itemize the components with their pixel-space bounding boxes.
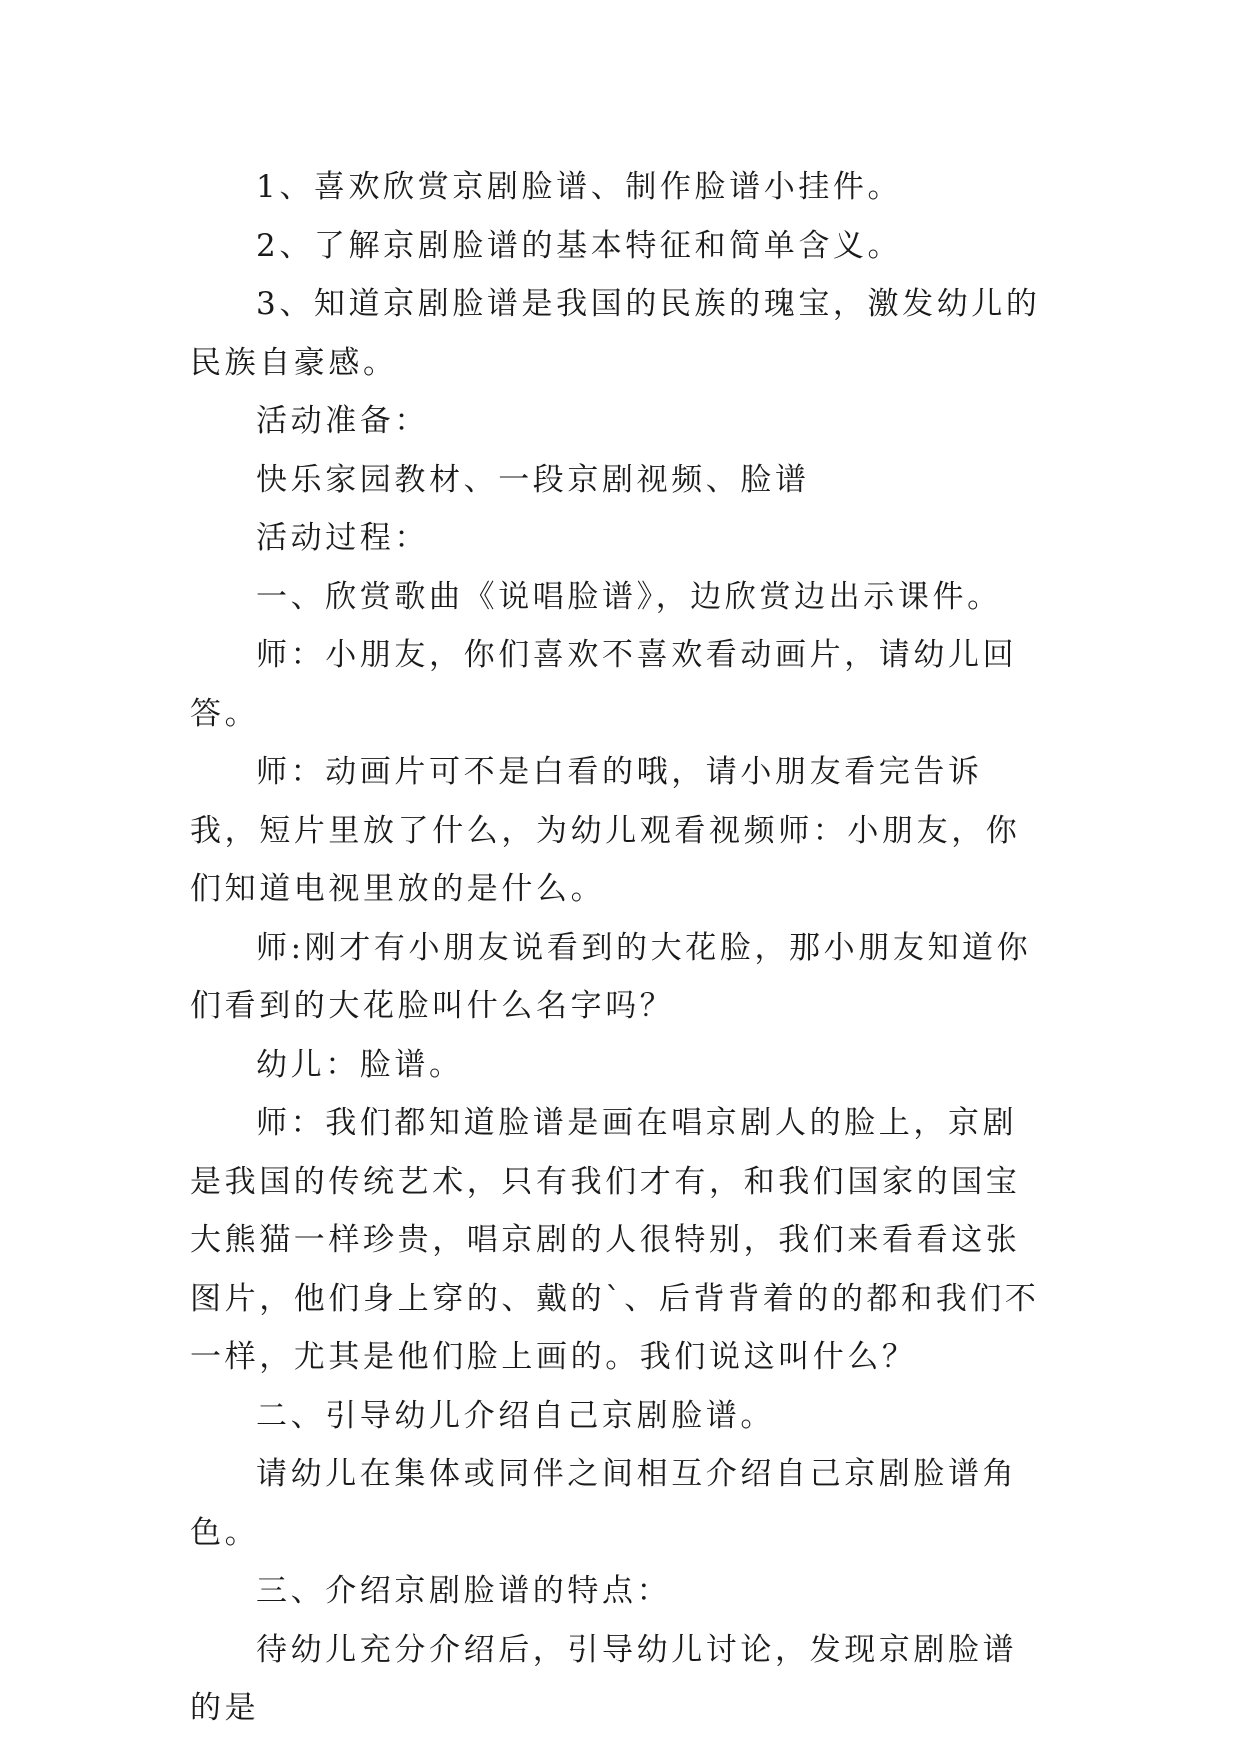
section-heading-preparation: 活动准备： xyxy=(256,403,429,439)
process-step-3: 三、介绍京剧脸谱的特点： xyxy=(256,1573,672,1609)
section-heading-process: 活动过程： xyxy=(256,520,429,556)
process-step-2: 二、引导幼儿介绍自己京剧脸谱。 xyxy=(256,1397,775,1434)
dialogue-teacher-3: 师:刚才有小朋友说看到的大花脸，那小朋友知道你们看到的大花脸叫什么名字吗？ xyxy=(190,929,1032,1024)
document-body xyxy=(190,158,1050,1738)
dialogue-teacher-4: 师：我们都知道脸谱是画在唱京剧人的脸上，京剧是我国的传统艺术，只有我们才有，和我们国家的国宝大熊猫一样珍贵，唱京剧的人很特别，我们来看看这张图片，他们身上穿的、戴的`、后背背着的的都和我们不一样，尤其是他们脸上画的。我们说这叫什么？ xyxy=(190,1105,1040,1375)
process-step-1: 一、欣赏歌曲《说唱脸谱》，边欣赏边出示课件。 xyxy=(256,578,1002,615)
dialogue-child-1: 幼儿：脸谱。 xyxy=(256,1046,464,1083)
process-step-2-detail: 请幼儿在集体或同伴之间相互介绍自己京剧脸谱角色。 xyxy=(190,1456,1018,1551)
dialogue-teacher-1: 师：小朋友，你们喜欢不喜欢看动画片，请幼儿回答。 xyxy=(190,637,1018,732)
dialogue-teacher-2: 师：动画片可不是白看的哦，请小朋友看完告诉我，短片里放了什么，为幼儿观看视频师：小朋友，你们知道电视里放的是什么。 xyxy=(190,754,1021,907)
objective-2: 2、了解京剧脸谱的基本特征和简单含义。 xyxy=(256,227,903,264)
objective-1: 1、喜欢欣赏京剧脸谱、制作脸谱小挂件。 xyxy=(256,169,903,205)
process-step-3-detail: 待幼儿充分介绍后，引导幼儿讨论，发现京剧脸谱的是 xyxy=(190,1631,1018,1726)
objective-3: 3、知道京剧脸谱是我国的民族的瑰宝，激发幼儿的民族自豪感。 xyxy=(190,286,1041,381)
preparation-materials: 快乐家园教材、一段京剧视频、脸谱 xyxy=(256,461,810,498)
